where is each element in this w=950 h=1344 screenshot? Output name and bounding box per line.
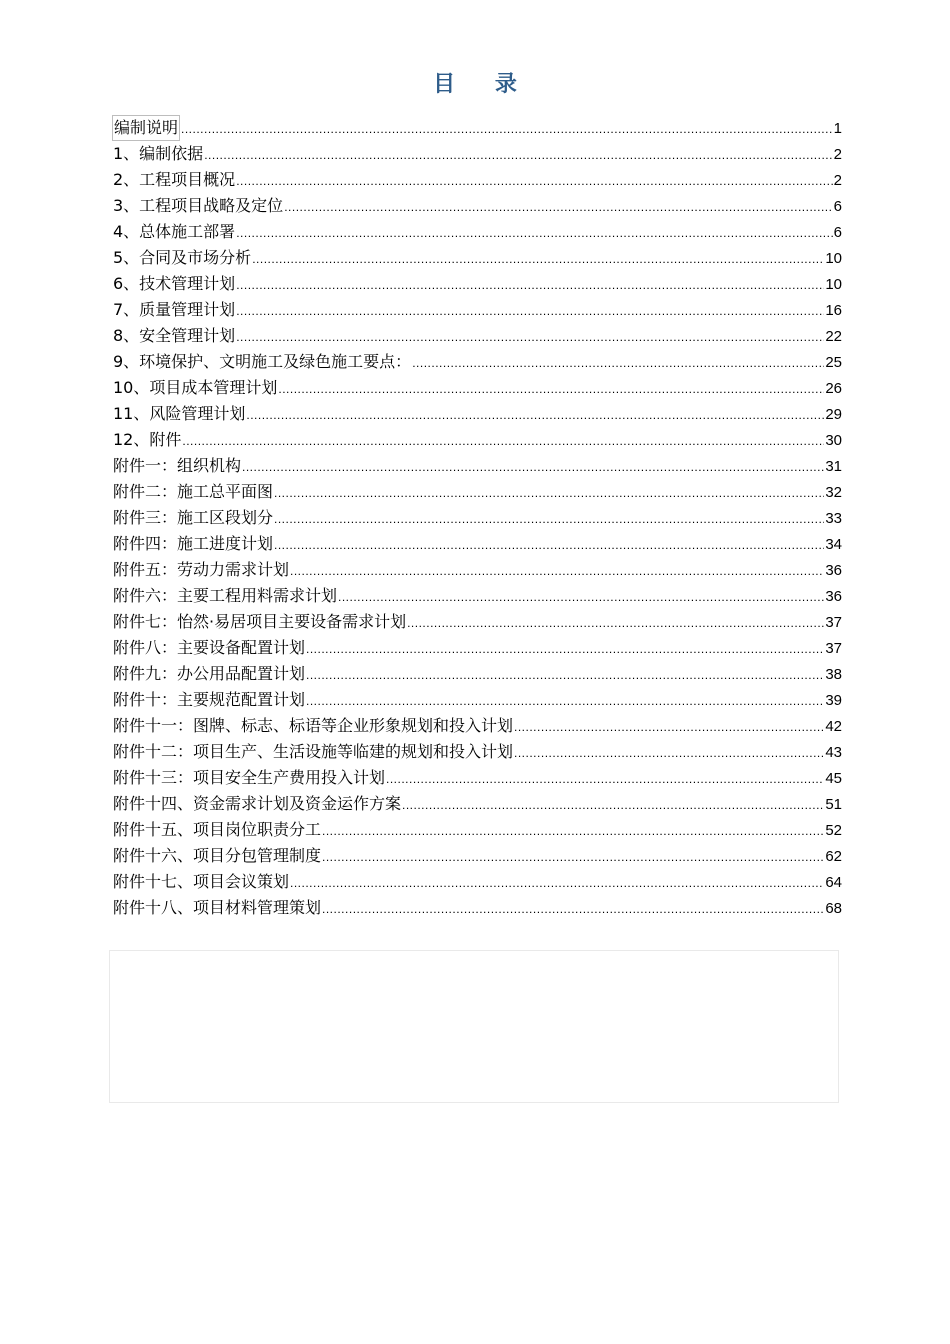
toc-entry[interactable] bbox=[113, 323, 842, 349]
toc-dot-leader bbox=[181, 116, 833, 142]
toc-entry-label: 附件十六、项目分包管理制度 bbox=[113, 846, 322, 865]
toc-dot-leader bbox=[236, 272, 824, 298]
toc-entry-page-number: 62 bbox=[825, 848, 842, 865]
toc-entry-page-number: 51 bbox=[825, 796, 842, 813]
toc-entry-label: 11、风险管理计划 bbox=[113, 404, 246, 423]
toc-entry-label: 1、编制依据 bbox=[113, 144, 204, 163]
toc-entry[interactable] bbox=[113, 219, 842, 245]
toc-dot-leader bbox=[402, 792, 824, 818]
toc-entry[interactable] bbox=[113, 193, 842, 219]
toc-entry-page-number: 32 bbox=[825, 484, 842, 501]
toc-entry[interactable] bbox=[113, 739, 842, 765]
toc-entry-label: 附件二：施工总平面图 bbox=[113, 482, 274, 501]
toc-entry[interactable] bbox=[113, 869, 842, 895]
toc-entry-page-number: 2 bbox=[833, 172, 842, 189]
toc-entry[interactable] bbox=[113, 505, 842, 531]
toc-entry-label: 附件十七、项目会议策划 bbox=[113, 872, 290, 891]
toc-dot-leader bbox=[278, 376, 824, 402]
toc-dot-leader bbox=[284, 194, 832, 220]
toc-dot-leader bbox=[290, 870, 824, 896]
toc-dot-leader bbox=[274, 480, 824, 506]
toc-dot-leader bbox=[322, 844, 824, 870]
toc-entry-page-number: 45 bbox=[825, 770, 842, 787]
toc-entry[interactable] bbox=[113, 401, 842, 427]
toc-entry-page-number: 16 bbox=[825, 302, 842, 319]
toc-entry-label: 附件一：组织机构 bbox=[113, 456, 242, 475]
toc-entry-page-number: 10 bbox=[825, 276, 842, 293]
toc-entry-page-number: 1 bbox=[833, 120, 842, 137]
toc-entry[interactable] bbox=[113, 427, 842, 453]
toc-entry[interactable] bbox=[113, 115, 842, 141]
toc-entry-page-number: 26 bbox=[825, 380, 842, 397]
toc-entry[interactable] bbox=[113, 817, 842, 843]
toc-dot-leader bbox=[236, 324, 824, 350]
toc-entry-label: 附件十五、项目岗位职责分工 bbox=[113, 820, 322, 839]
toc-dot-leader bbox=[242, 454, 824, 480]
table-of-contents bbox=[113, 115, 842, 921]
empty-frame bbox=[109, 950, 839, 1103]
toc-entry-label: 附件六：主要工程用料需求计划 bbox=[113, 586, 338, 605]
toc-entry[interactable] bbox=[113, 271, 842, 297]
toc-dot-leader bbox=[306, 688, 824, 714]
toc-entry[interactable] bbox=[113, 791, 842, 817]
toc-entry-label: 2、工程项目概况 bbox=[113, 170, 236, 189]
toc-entry-page-number: 33 bbox=[825, 510, 842, 527]
toc-entry-label: 附件九：办公用品配置计划 bbox=[113, 664, 306, 683]
toc-entry-page-number: 64 bbox=[825, 874, 842, 891]
toc-entry-page-number: 29 bbox=[825, 406, 842, 423]
toc-entry-page-number: 36 bbox=[825, 562, 842, 579]
toc-entry[interactable] bbox=[113, 765, 842, 791]
toc-entry-page-number: 37 bbox=[825, 614, 842, 631]
toc-entry[interactable] bbox=[113, 141, 842, 167]
toc-entry[interactable] bbox=[113, 687, 842, 713]
toc-entry[interactable] bbox=[113, 349, 842, 375]
toc-dot-leader bbox=[204, 142, 832, 168]
toc-entry-label: 6、技术管理计划 bbox=[113, 274, 236, 293]
toc-entry[interactable] bbox=[113, 661, 842, 687]
toc-entry[interactable] bbox=[113, 167, 842, 193]
toc-dot-leader bbox=[322, 896, 824, 922]
toc-dot-leader bbox=[236, 298, 824, 324]
toc-entry[interactable] bbox=[113, 895, 842, 921]
toc-entry-label: 3、工程项目战略及定位 bbox=[113, 196, 284, 215]
toc-entry[interactable] bbox=[113, 609, 842, 635]
toc-entry-label: 9、环境保护、文明施工及绿色施工要点： bbox=[113, 352, 412, 371]
toc-entry-label: 5、合同及市场分析 bbox=[113, 248, 252, 267]
toc-entry[interactable] bbox=[113, 557, 842, 583]
toc-entry-page-number: 30 bbox=[825, 432, 842, 449]
toc-dot-leader bbox=[407, 610, 824, 636]
toc-entry-label: 附件十二：项目生产、生活设施等临建的规划和投入计划 bbox=[113, 742, 514, 761]
toc-dot-leader bbox=[236, 168, 832, 194]
toc-dot-leader bbox=[236, 220, 832, 246]
toc-entry-page-number: 31 bbox=[825, 458, 842, 475]
toc-dot-leader bbox=[306, 662, 824, 688]
toc-entry-label: 12、附件 bbox=[113, 430, 182, 449]
toc-dot-leader bbox=[322, 818, 824, 844]
toc-entry[interactable] bbox=[113, 635, 842, 661]
toc-entry-page-number: 52 bbox=[825, 822, 842, 839]
toc-entry-label: 附件十：主要规范配置计划 bbox=[113, 690, 306, 709]
toc-entry-page-number: 22 bbox=[825, 328, 842, 345]
toc-entry[interactable] bbox=[113, 375, 842, 401]
toc-entry[interactable] bbox=[113, 583, 842, 609]
toc-entry-label: 附件八：主要设备配置计划 bbox=[113, 638, 306, 657]
toc-dot-leader bbox=[514, 714, 824, 740]
toc-entry-page-number: 36 bbox=[825, 588, 842, 605]
toc-entry[interactable] bbox=[113, 531, 842, 557]
toc-entry-label: 10、项目成本管理计划 bbox=[113, 378, 278, 397]
toc-entry[interactable] bbox=[113, 453, 842, 479]
toc-entry[interactable] bbox=[113, 245, 842, 271]
toc-entry-label: 附件五：劳动力需求计划 bbox=[113, 560, 290, 579]
toc-dot-leader bbox=[514, 740, 824, 766]
toc-entry-page-number: 6 bbox=[833, 224, 842, 241]
toc-entry-label: 附件十一：图牌、标志、标语等企业形象规划和投入计划 bbox=[113, 716, 514, 735]
toc-entry-page-number: 25 bbox=[825, 354, 842, 371]
toc-entry-page-number: 38 bbox=[825, 666, 842, 683]
toc-entry-label: 8、安全管理计划 bbox=[113, 326, 236, 345]
toc-entry-label: 附件十四、资金需求计划及资金运作方案 bbox=[113, 794, 402, 813]
toc-entry-label: 附件七：怡然·易居项目主要设备需求计划 bbox=[113, 612, 407, 631]
toc-entry-label: 4、总体施工部署 bbox=[113, 222, 236, 241]
toc-entry[interactable] bbox=[113, 713, 842, 739]
toc-dot-leader bbox=[246, 402, 824, 428]
toc-entry-page-number: 10 bbox=[825, 250, 842, 267]
toc-entry[interactable] bbox=[113, 479, 842, 505]
toc-dot-leader bbox=[274, 506, 824, 532]
toc-entry-page-number: 39 bbox=[825, 692, 842, 709]
toc-entry[interactable] bbox=[113, 297, 842, 323]
toc-entry-label: 7、质量管理计划 bbox=[113, 300, 236, 319]
toc-entry-page-number: 42 bbox=[825, 718, 842, 735]
toc-entry-page-number: 2 bbox=[833, 146, 842, 163]
toc-dot-leader bbox=[338, 584, 824, 610]
toc-entry-page-number: 37 bbox=[825, 640, 842, 657]
toc-entry-label: 附件十三：项目安全生产费用投入计划 bbox=[113, 768, 386, 787]
toc-dot-leader bbox=[182, 428, 824, 454]
toc-dot-leader bbox=[386, 766, 824, 792]
toc-entry-page-number: 43 bbox=[825, 744, 842, 761]
toc-dot-leader bbox=[252, 246, 824, 272]
toc-entry-label: 附件十八、项目材料管理策划 bbox=[113, 898, 322, 917]
toc-dot-leader bbox=[306, 636, 824, 662]
toc-dot-leader bbox=[412, 350, 824, 376]
toc-dot-leader bbox=[274, 532, 824, 558]
toc-entry[interactable] bbox=[113, 843, 842, 869]
page-title: 目 录 bbox=[433, 72, 533, 97]
toc-dot-leader bbox=[290, 558, 824, 584]
toc-entry-label: 附件四：施工进度计划 bbox=[113, 534, 274, 553]
toc-entry-page-number: 6 bbox=[833, 198, 842, 215]
toc-entry-label: 附件三：施工区段划分 bbox=[113, 508, 274, 527]
toc-entry-page-number: 34 bbox=[825, 536, 842, 553]
toc-entry-page-number: 68 bbox=[825, 900, 842, 917]
toc-entry-label: 编制说明 bbox=[112, 115, 180, 141]
